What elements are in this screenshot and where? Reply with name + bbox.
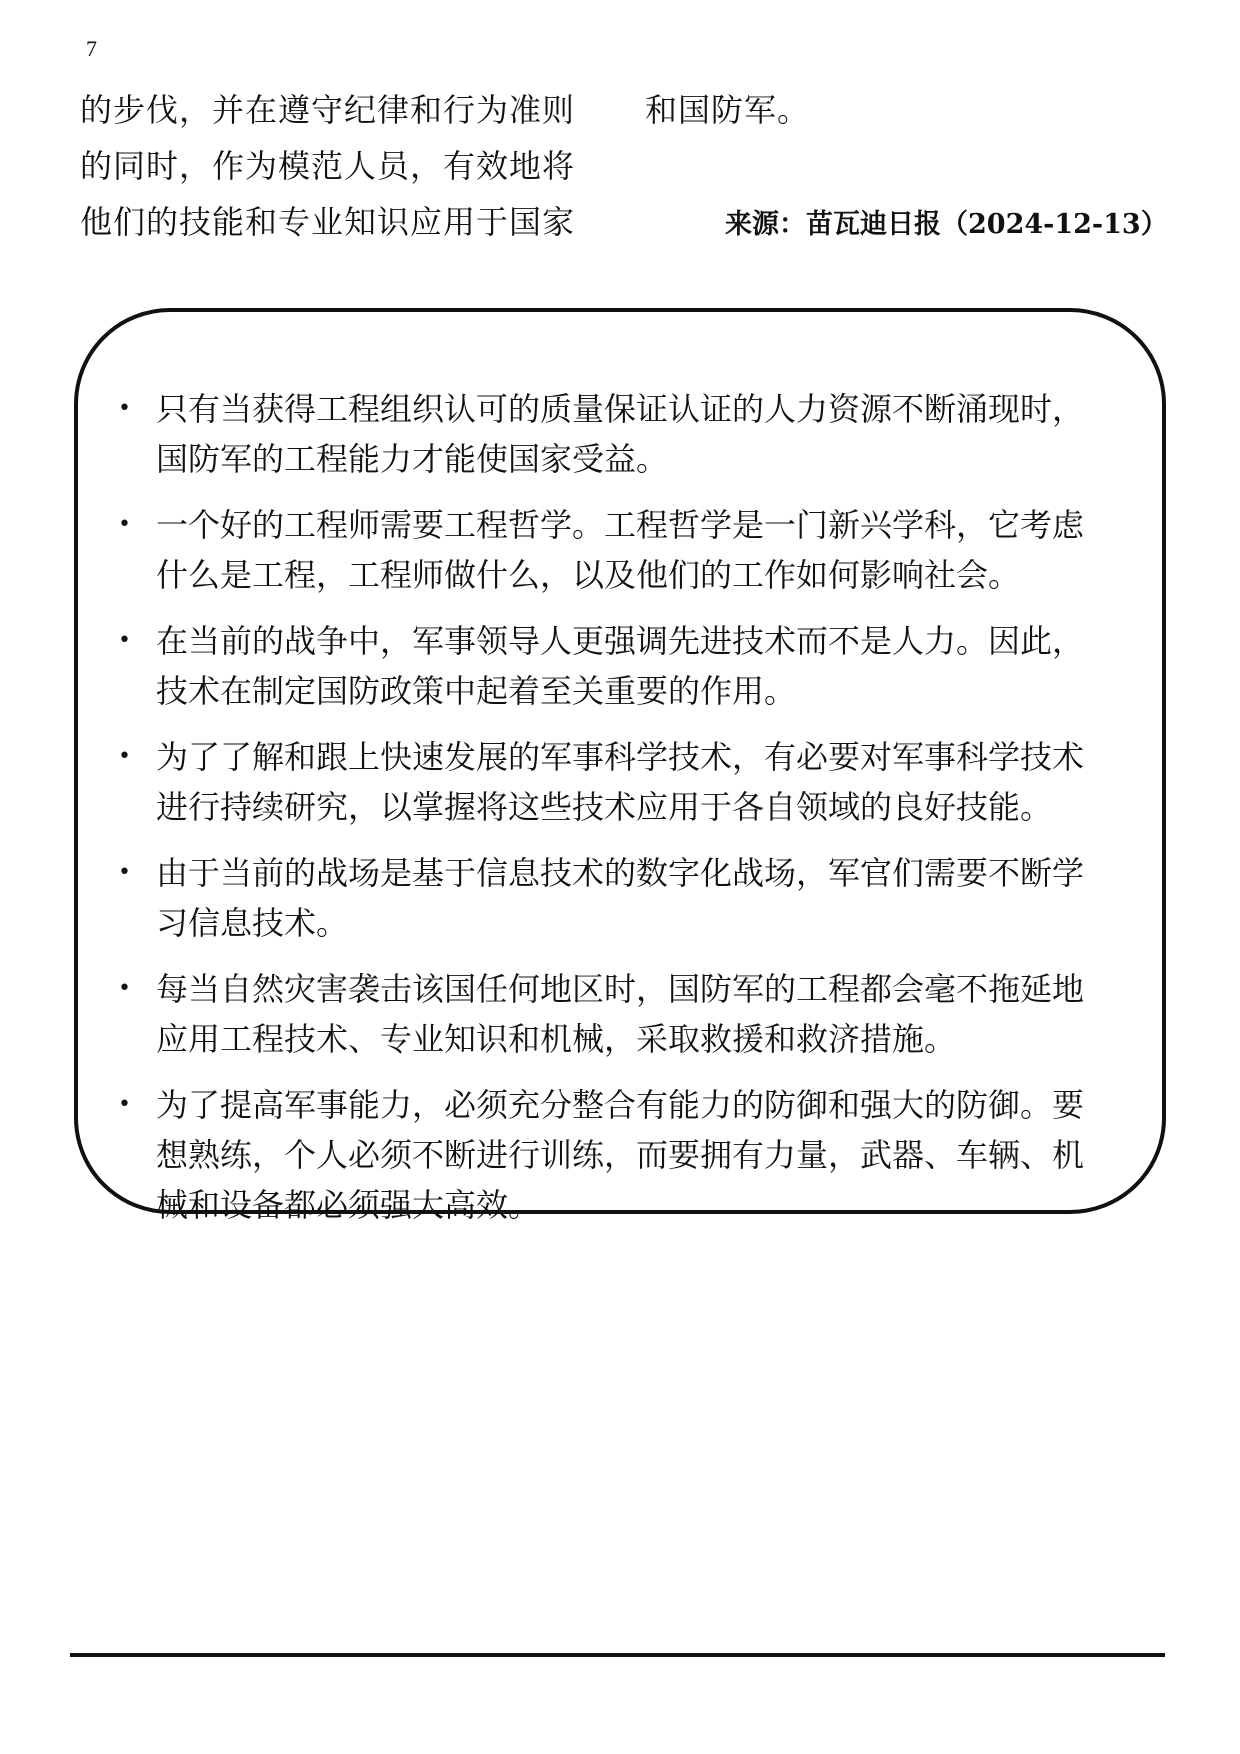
- bullet-icon: •: [118, 744, 131, 769]
- list-item-line: 进行持续研究，以掌握将这些技术应用于各自领域的良好技能。: [156, 788, 1053, 826]
- list-item-line: 习信息技术。: [156, 904, 349, 942]
- bullet-icon: •: [118, 976, 131, 1001]
- list-item-line: 应用工程技术、专业知识和机械，采取救援和救济措施。: [156, 1020, 957, 1058]
- list-item: [74, 1080, 1166, 1230]
- article-line: 的同时，作为模范人员，有效地将: [80, 147, 576, 185]
- list-item-line: 什么是工程，工程师做什么，以及他们的工作如何影响社会。: [156, 556, 1021, 594]
- bullet-icon: •: [118, 1092, 131, 1117]
- list-item-line: 国防军的工程能力才能使国家受益。: [156, 440, 669, 478]
- list-item: [74, 732, 1166, 832]
- list-item: [74, 616, 1166, 716]
- footer-rule: [70, 1653, 1165, 1657]
- list-item-line: 想熟练，个人必须不断进行训练，而要拥有力量，武器、车辆、机: [156, 1136, 1085, 1174]
- key-points-list: [74, 384, 1166, 1246]
- list-item: [74, 964, 1166, 1064]
- article-right-column: 和国防军。: [645, 91, 811, 129]
- list-item-line: 为了提高军事能力，必须充分整合有能力的防御和强大的防御。要: [156, 1086, 1085, 1124]
- list-item-line: 在当前的战争中，军事领导人更强调先进技术而不是人力。因此，: [156, 622, 1085, 660]
- list-item-line: 只有当获得工程组织认可的质量保证认证的人力资源不断涌现时，: [156, 390, 1085, 428]
- bullet-icon: •: [118, 512, 131, 537]
- list-item-line: 每当自然灾害袭击该国任何地区时，国防军的工程都会毫不拖延地: [156, 970, 1085, 1008]
- bullet-icon: •: [118, 396, 131, 421]
- bullet-icon: •: [118, 628, 131, 653]
- bullet-icon: •: [118, 860, 131, 885]
- list-item: [74, 500, 1166, 600]
- list-item-line: 为了了解和跟上快速发展的军事科学技术，有必要对军事科学技术: [156, 738, 1085, 776]
- page-number: 7: [86, 36, 97, 61]
- source-citation: 来源：苗瓦迪日报（2024-12-13）: [725, 209, 1168, 240]
- list-item-line: 械和设备都必须强大高效。: [156, 1186, 541, 1224]
- list-item-line: 技术在制定国防政策中起着至关重要的作用。: [156, 672, 797, 710]
- list-item-line: 一个好的工程师需要工程哲学。工程哲学是一门新兴学科，它考虑: [156, 506, 1085, 544]
- list-item-line: 由于当前的战场是基于信息技术的数字化战场，军官们需要不断学: [156, 854, 1085, 892]
- list-item: [74, 384, 1166, 484]
- article-left-column: [80, 82, 620, 250]
- article-line: 他们的技能和专业知识应用于国家: [80, 203, 576, 241]
- list-item: [74, 848, 1166, 948]
- article-line: 的步伐，并在遵守纪律和行为准则: [80, 91, 576, 129]
